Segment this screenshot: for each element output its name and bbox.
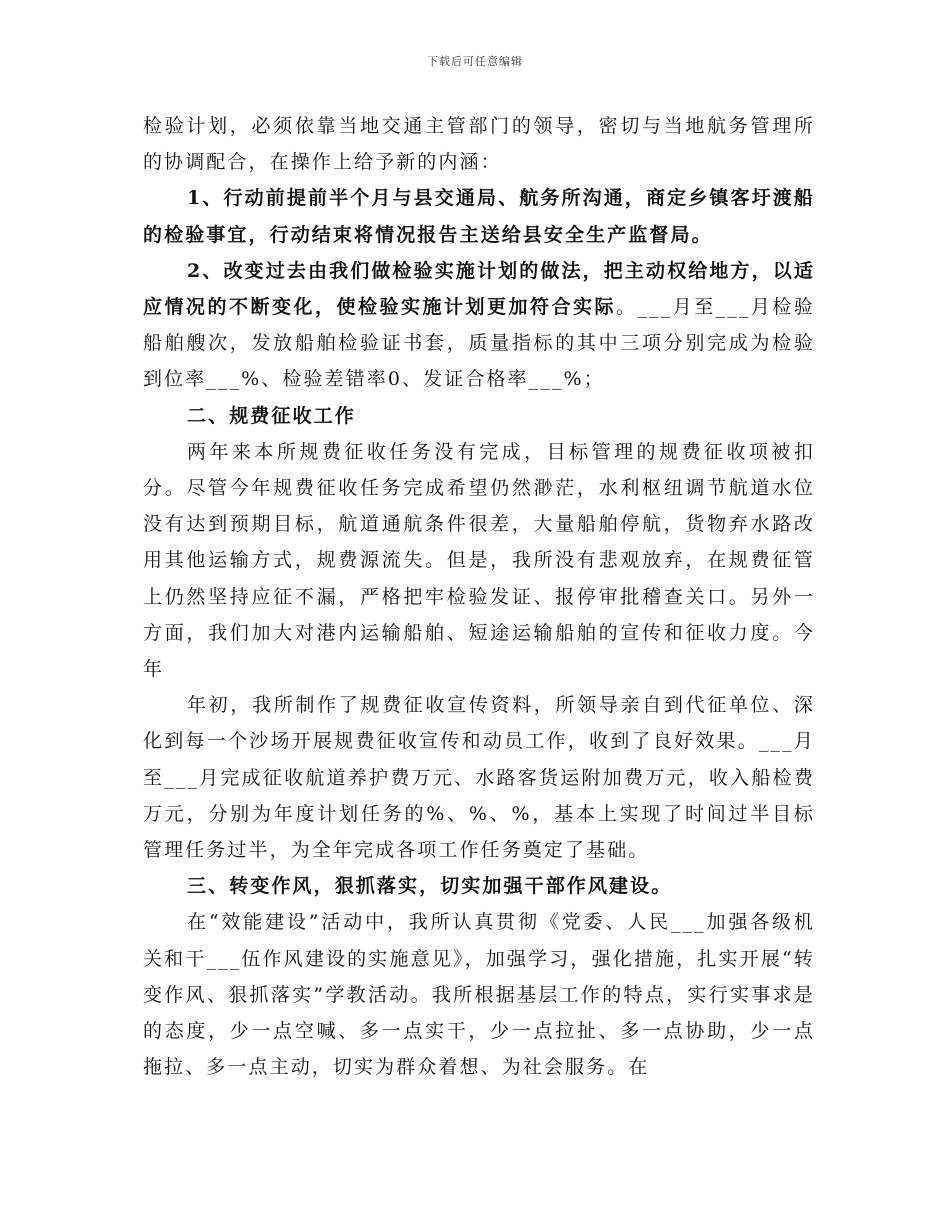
section-heading-fees xyxy=(143,398,815,434)
paragraph-fees-1 xyxy=(143,434,815,687)
paragraph-text: 1、行动前提前半个月与县交通局、航务所沟通，商定乡镇客圩渡船的检验事宜，行动结束将情况报告主送给县安全生产监督局。 xyxy=(143,187,815,246)
section-heading-text: 三、转变作风，狠抓落实，切实加强干部作风建设。 xyxy=(187,875,673,898)
paragraph-text: 。___月至___月检验船舶艘次，发放船舶检验证书套，质量指标的其中三项分别完成为检验到位率___%、检验差错率0、发证合格率___%； xyxy=(143,296,815,391)
paragraph-text: 在“效能建设”活动中，我所认真贯彻《党委、人民___加强各级机关和干___伍作风建设的实施意见》，加强学习，强化措施，扎实开展“转变作风、狠抓落实”学教活动。我所根据基层工作的特点，实行实事求是的态度，少一点空喊、多一点实干，少一点拉扯、多一点协助，少一点拖拉、多一点主动，切实为群众着想、为社会服务。在 xyxy=(143,911,815,1079)
section-heading-style xyxy=(143,868,815,904)
document-body xyxy=(143,108,815,1085)
page-header: 下载后可任意编辑 xyxy=(427,55,523,68)
paragraph-fees-2 xyxy=(143,687,815,868)
paragraph-intro xyxy=(143,108,815,180)
paragraph-bold-text: 2、改变过去由我们做检验实施计划的做法，把主动权给地方，以适应情况的不断变化，使检验实施计划更加符合实际 xyxy=(143,259,815,319)
paragraph-item-1 xyxy=(143,180,815,252)
paragraph-text: 年初，我所制作了规费征收宣传资料，所领导亲自到代征单位、深化到每一个沙场开展规费征收宣传和动员工作，收到了良好效果。___月至___月完成征收航道养护费万元、水路客货运附加费万元，收入船检费万元，分别为年度计划任务的%、%、%，基本上实现了时间过半目标管理任务过半，为全年完成各项工作任务奠定了基础。 xyxy=(143,694,815,862)
paragraph-style-1 xyxy=(143,904,815,1085)
paragraph-text: 检验计划，必须依靠当地交通主管部门的领导，密切与当地航务管理所的协调配合，在操作上给予新的内涵： xyxy=(143,115,815,174)
paragraph-item-2 xyxy=(143,253,815,398)
paragraph-text: 两年来本所规费征收任务没有完成，目标管理的规费征收项被扣分。尽管今年规费征收任务完成希望仍然渺茫，水利枢纽调节航道水位没有达到预期目标，航道通航条件很差，大量船舶停航，货物弃水路改用其他运输方式，规费源流失。但是，我所没有悲观放弃，在规费征管上仍然坚持应征不漏，严格把牢检验发证、报停审批稽查关口。另外一方面，我们加大对港内运输船舶、短途运输船舶的宣传和征收力度。今年 xyxy=(143,440,815,681)
section-heading-text: 二、规费征收工作 xyxy=(187,404,356,427)
